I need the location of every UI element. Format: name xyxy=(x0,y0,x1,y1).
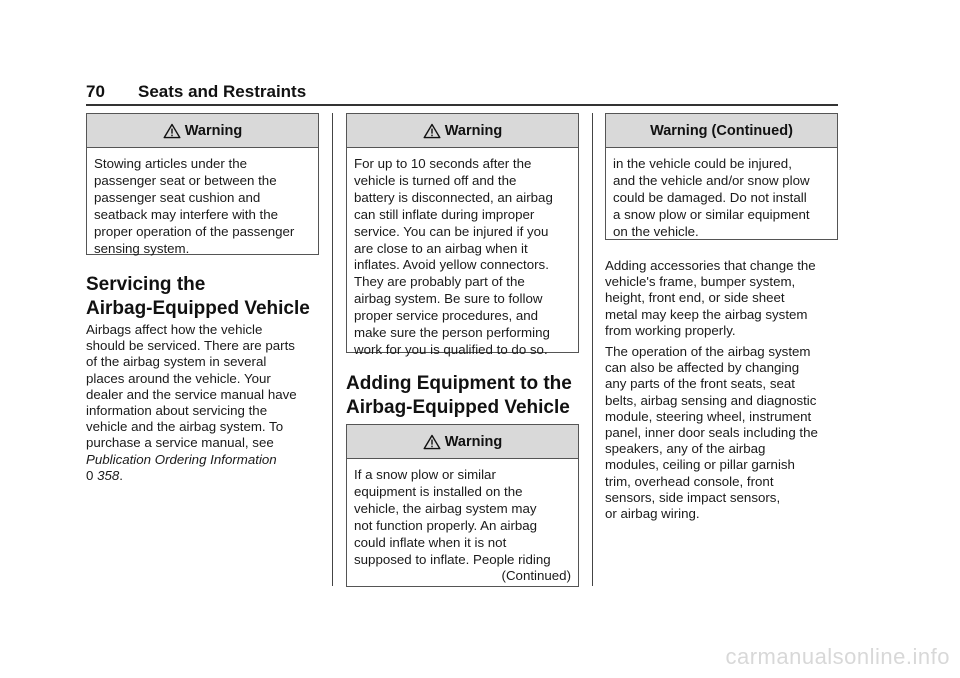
watermark: carmanualsonline.info xyxy=(725,644,950,669)
warning-line: equipment is installed on the xyxy=(354,483,523,499)
warning-line: supposed to inflate. People riding xyxy=(354,551,551,567)
warning-title: Warning xyxy=(184,122,243,139)
warning-triangle-icon xyxy=(163,123,181,139)
warning-line: sensing system. xyxy=(94,240,190,256)
warning-line: work for you is qualified to do so. xyxy=(354,341,548,357)
paragraph xyxy=(605,344,818,522)
section-heading xyxy=(346,372,572,420)
warning-line: make sure the person performing xyxy=(354,325,550,341)
warning-line: are close to an airbag when it xyxy=(354,240,528,256)
text-line: sensors, side impact sensors, xyxy=(605,489,781,505)
text-line: The operation of the airbag system xyxy=(605,344,811,359)
section-title: Seats and Restraints xyxy=(138,82,307,101)
text-line: can also be affected by changing xyxy=(605,360,800,376)
text-line: module, steering wheel, instrument xyxy=(605,408,812,424)
warning-header xyxy=(347,114,578,148)
page-header xyxy=(86,82,838,104)
heading-line: Airbag-Equipped Vehicle xyxy=(86,298,310,319)
warning-header xyxy=(347,425,578,459)
text-line: or airbag wiring. xyxy=(605,506,700,522)
text-line: vehicle's frame, bumper system, xyxy=(605,274,796,290)
warning-triangle-icon xyxy=(423,123,441,139)
continued-label: (Continued) xyxy=(501,568,571,584)
warning-line: battery is disconnected, an airbag xyxy=(354,189,553,205)
warning-line: not function properly. An airbag xyxy=(354,517,538,533)
warning-line: inflates. Avoid yellow connectors. xyxy=(354,257,549,273)
heading-line: Servicing the xyxy=(86,274,206,295)
warning-line: service. You can be injured if you xyxy=(354,223,549,239)
warning-box xyxy=(605,113,838,240)
text-line: height, front end, or side sheet xyxy=(605,290,785,306)
page-reference[interactable]: 358 xyxy=(97,467,120,483)
warning-title: Warning xyxy=(444,122,503,139)
warning-triangle-icon xyxy=(423,434,441,450)
text-line: Adding accessories that change the xyxy=(605,258,816,273)
warning-title: Warning xyxy=(444,433,503,450)
warning-line: proper service procedures, and xyxy=(354,308,539,324)
warning-line: vehicle is turned off and the xyxy=(354,172,517,188)
warning-line: in the vehicle could be injured, xyxy=(613,156,792,171)
warning-text xyxy=(606,148,837,249)
text-line: trim, overhead console, front xyxy=(605,473,774,489)
warning-header xyxy=(606,114,837,148)
text-line: speakers, any of the airbag xyxy=(605,441,766,457)
paragraph xyxy=(605,258,816,339)
warning-line: They are probably part of the xyxy=(354,274,525,290)
warning-line: passenger seat cushion and xyxy=(94,189,261,205)
header-rule xyxy=(86,104,838,106)
text-line: dealer and the service manual have xyxy=(86,386,297,402)
paragraph: Airbags affect how the vehicle should be serviced. There are parts of the airbag system in several places around the vehicle. Your dealer and the service manual have information about servicing the vehicle and the airbag system. To purchase a service manual, see Publication Ordering Information 0 358. xyxy=(86,322,297,483)
section-heading xyxy=(86,273,310,321)
text-line: places around the vehicle. Your xyxy=(86,370,271,386)
text-line: metal may keep the airbag system xyxy=(605,306,808,322)
warning-header xyxy=(87,114,318,148)
warning-line: proper operation of the passenger xyxy=(94,223,295,239)
text-line: Airbags affect how the vehicle xyxy=(86,322,263,337)
warning-text xyxy=(347,148,578,367)
text-line: modules, ceiling or pillar garnish xyxy=(605,457,795,473)
page-ref-arrow-icon: 0 xyxy=(86,467,94,483)
text-line: from working properly. xyxy=(605,322,736,338)
warning-text xyxy=(347,459,578,593)
warning-line: airbag system. Be sure to follow xyxy=(354,291,543,307)
warning-title: Warning (Continued) xyxy=(650,122,793,139)
warning-box xyxy=(346,113,579,357)
text-line: any parts of the front seats, seat xyxy=(605,376,795,392)
text-line: should be serviced. There are parts xyxy=(86,338,295,354)
column-divider xyxy=(592,113,593,586)
text-line: of the airbag system in several xyxy=(86,354,267,370)
column-divider xyxy=(332,113,333,586)
text-line: panel, inner door seals including the xyxy=(605,425,818,441)
warning-line: could be damaged. Do not install xyxy=(613,189,807,205)
warning-line: could inflate when it is not xyxy=(354,534,507,550)
warning-line: Stowing articles under the xyxy=(94,156,247,171)
warning-line: If a snow plow or similar xyxy=(354,467,496,482)
warning-line: a snow plow or similar equipment xyxy=(613,206,810,222)
text-line: vehicle and the airbag system. To xyxy=(86,419,284,435)
warning-box xyxy=(86,113,319,255)
text-line: purchase a service manual, see xyxy=(86,435,274,451)
warning-box xyxy=(346,424,579,587)
warning-line: vehicle, the airbag system may xyxy=(354,500,537,516)
warning-line: and the vehicle and/or snow plow xyxy=(613,172,810,188)
page-number: 70 xyxy=(86,82,105,101)
warning-line: For up to 10 seconds after the xyxy=(354,156,532,171)
heading-line: Airbag-Equipped Vehicle xyxy=(346,397,570,418)
text-line: information about servicing the xyxy=(86,403,268,419)
text-line: belts, airbag sensing and diagnostic xyxy=(605,392,817,408)
warning-line: seatback may interfere with the xyxy=(94,206,279,222)
warning-line: can still inflate during improper xyxy=(354,206,535,222)
warning-line: passenger seat or between the xyxy=(94,172,277,188)
warning-text xyxy=(87,148,318,265)
heading-line: Adding Equipment to the xyxy=(346,373,572,394)
cross-reference-link[interactable]: Publication Ordering Information xyxy=(86,451,277,467)
warning-line: on the vehicle. xyxy=(613,223,699,239)
